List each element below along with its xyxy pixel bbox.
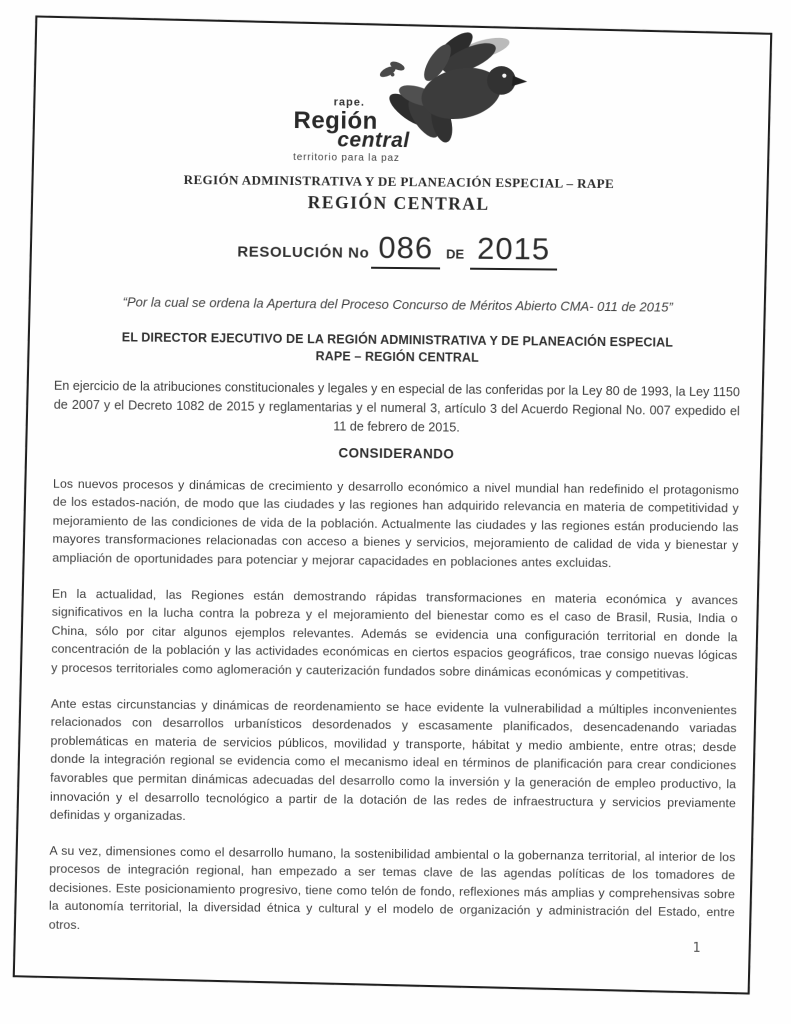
logo-wordmark [293,97,410,164]
resolution-title-row [55,227,741,274]
body-paragraph: Los nuevos procesos y dinámicas de crecimiento y desarrollo económico a nivel mundial han redefinido el protagonismo de los estados-nación, de modo que las ciudades y las regiones han adquirido relevancia en materia de competitividad y mejoramiento de las condiciones de vida de la población. Actualmente las ciudades y las regiones están produciendo las mayores transformaciones relacionadas con acceso a bienes y servicios, mejoramiento de calidad de vida y bienestar y ampliación de oportunidades para potenciar y mejorar capacidades en poblaciones antes excluidas. [52,476,740,571]
rape-region-central-logo [293,19,534,169]
resolution-label: RESOLUCIÓN No [237,243,370,262]
resolution-number: 086 [371,230,440,270]
body-paragraph: En la actualidad, las Regiones están demostrando rápidas transformaciones en materia económica y avances significativos en la lucha contra la pobreza y el mejoramiento del bienestar como es el caso de Brasil, Rusia, India o China, sólo por citar algunos ejemplos relevantes. Además se evidencia una configuración territorial en donde la concentración de la población y las actividades económicas en ciertos espacios geográficos, trae consigo nuevas lógicas y procesos territoriales como aglomeración y cauterización fundados sobre dinámicas económicas y competitivas. [51,586,738,681]
legal-preamble: En ejercicio de la atribuciones constitucionales y legales y en especial de las conferidas por la Ley 80 de 1993, la Ley 1150 de 2007 y el Decreto 1082 de 2015 y reglamentarias y el numeral 3, artículo 3 del Acuerdo Regional No. 007 expedido el 11 de febrero de 2015. [53,378,740,436]
body-paragraph: A su vez, dimensiones como el desarrollo humano, la sostenibilidad ambiental o la gobernanza territorial, al interior de los procesos de integración regional, han empezado a ser temas clave de las agendas políticas de los tomadores de decisiones. Este posicionamiento progresivo, tiene como telón de fondo, reflexiones más amplias y comprehensivas sobre la autonomía territorial, la diversidad étnica y cultural y el modelo de organización y administración del Estado, entre otros. [48,843,736,933]
logo-tagline: territorio para la paz [293,151,400,165]
authority-line-1: EL DIRECTOR EJECUTIVO DE LA REGIÓN ADMINISTRATIVA Y DE PLANEACIÓN ESPECIAL [121,330,674,350]
entity-title-line-2: REGIÓN CENTRAL [307,192,490,214]
page-number: 1 [692,940,701,956]
logo-region-text: Región [293,106,378,135]
entity-title-line-1: REGIÓN ADMINISTRATIVA Y DE PLANEACIÓN ESPECIAL – RAPE [183,171,615,192]
considerando-heading: CONSIDERANDO [338,445,455,462]
logo-central-text: central [337,128,410,153]
authority-line-2: RAPE – REGIÓN CENTRAL [315,348,479,365]
resolution-de-label: DE [445,246,465,262]
resolution-year: 2015 [470,231,557,271]
document-content [48,7,744,956]
logo-rape-text: rape. [333,96,366,109]
body-paragraph: Ante estas circunstancias y dinámicas de reordenamiento se hace evidente la vulnerabilidad a múltiples inconvenientes relacionados con desarrollos urbanísticos desordenados y escasamente planificados, desencadenando variadas problemáticas en materia de servicios públicos, movilidad y transporte, hábitat y medio ambiente, entre otras; desde donde la integración regional se evidencia como el mecanismo ideal en términos de planificación para crear condiciones favorables que permitan dinámicas adecuadas del desarrollo como la inversión y la generación de empleo productivo, la innovación y el desarrollo tecnológico a partir de la dotación de las redes de infraestructura y servicios previamente definidas y organizadas. [49,696,737,824]
subject-quote: “Por la cual se ordena la Apertura del Proceso Concurso de Méritos Abierto CMA- 011 de 2015” [122,294,673,315]
authority-heading [54,329,740,369]
